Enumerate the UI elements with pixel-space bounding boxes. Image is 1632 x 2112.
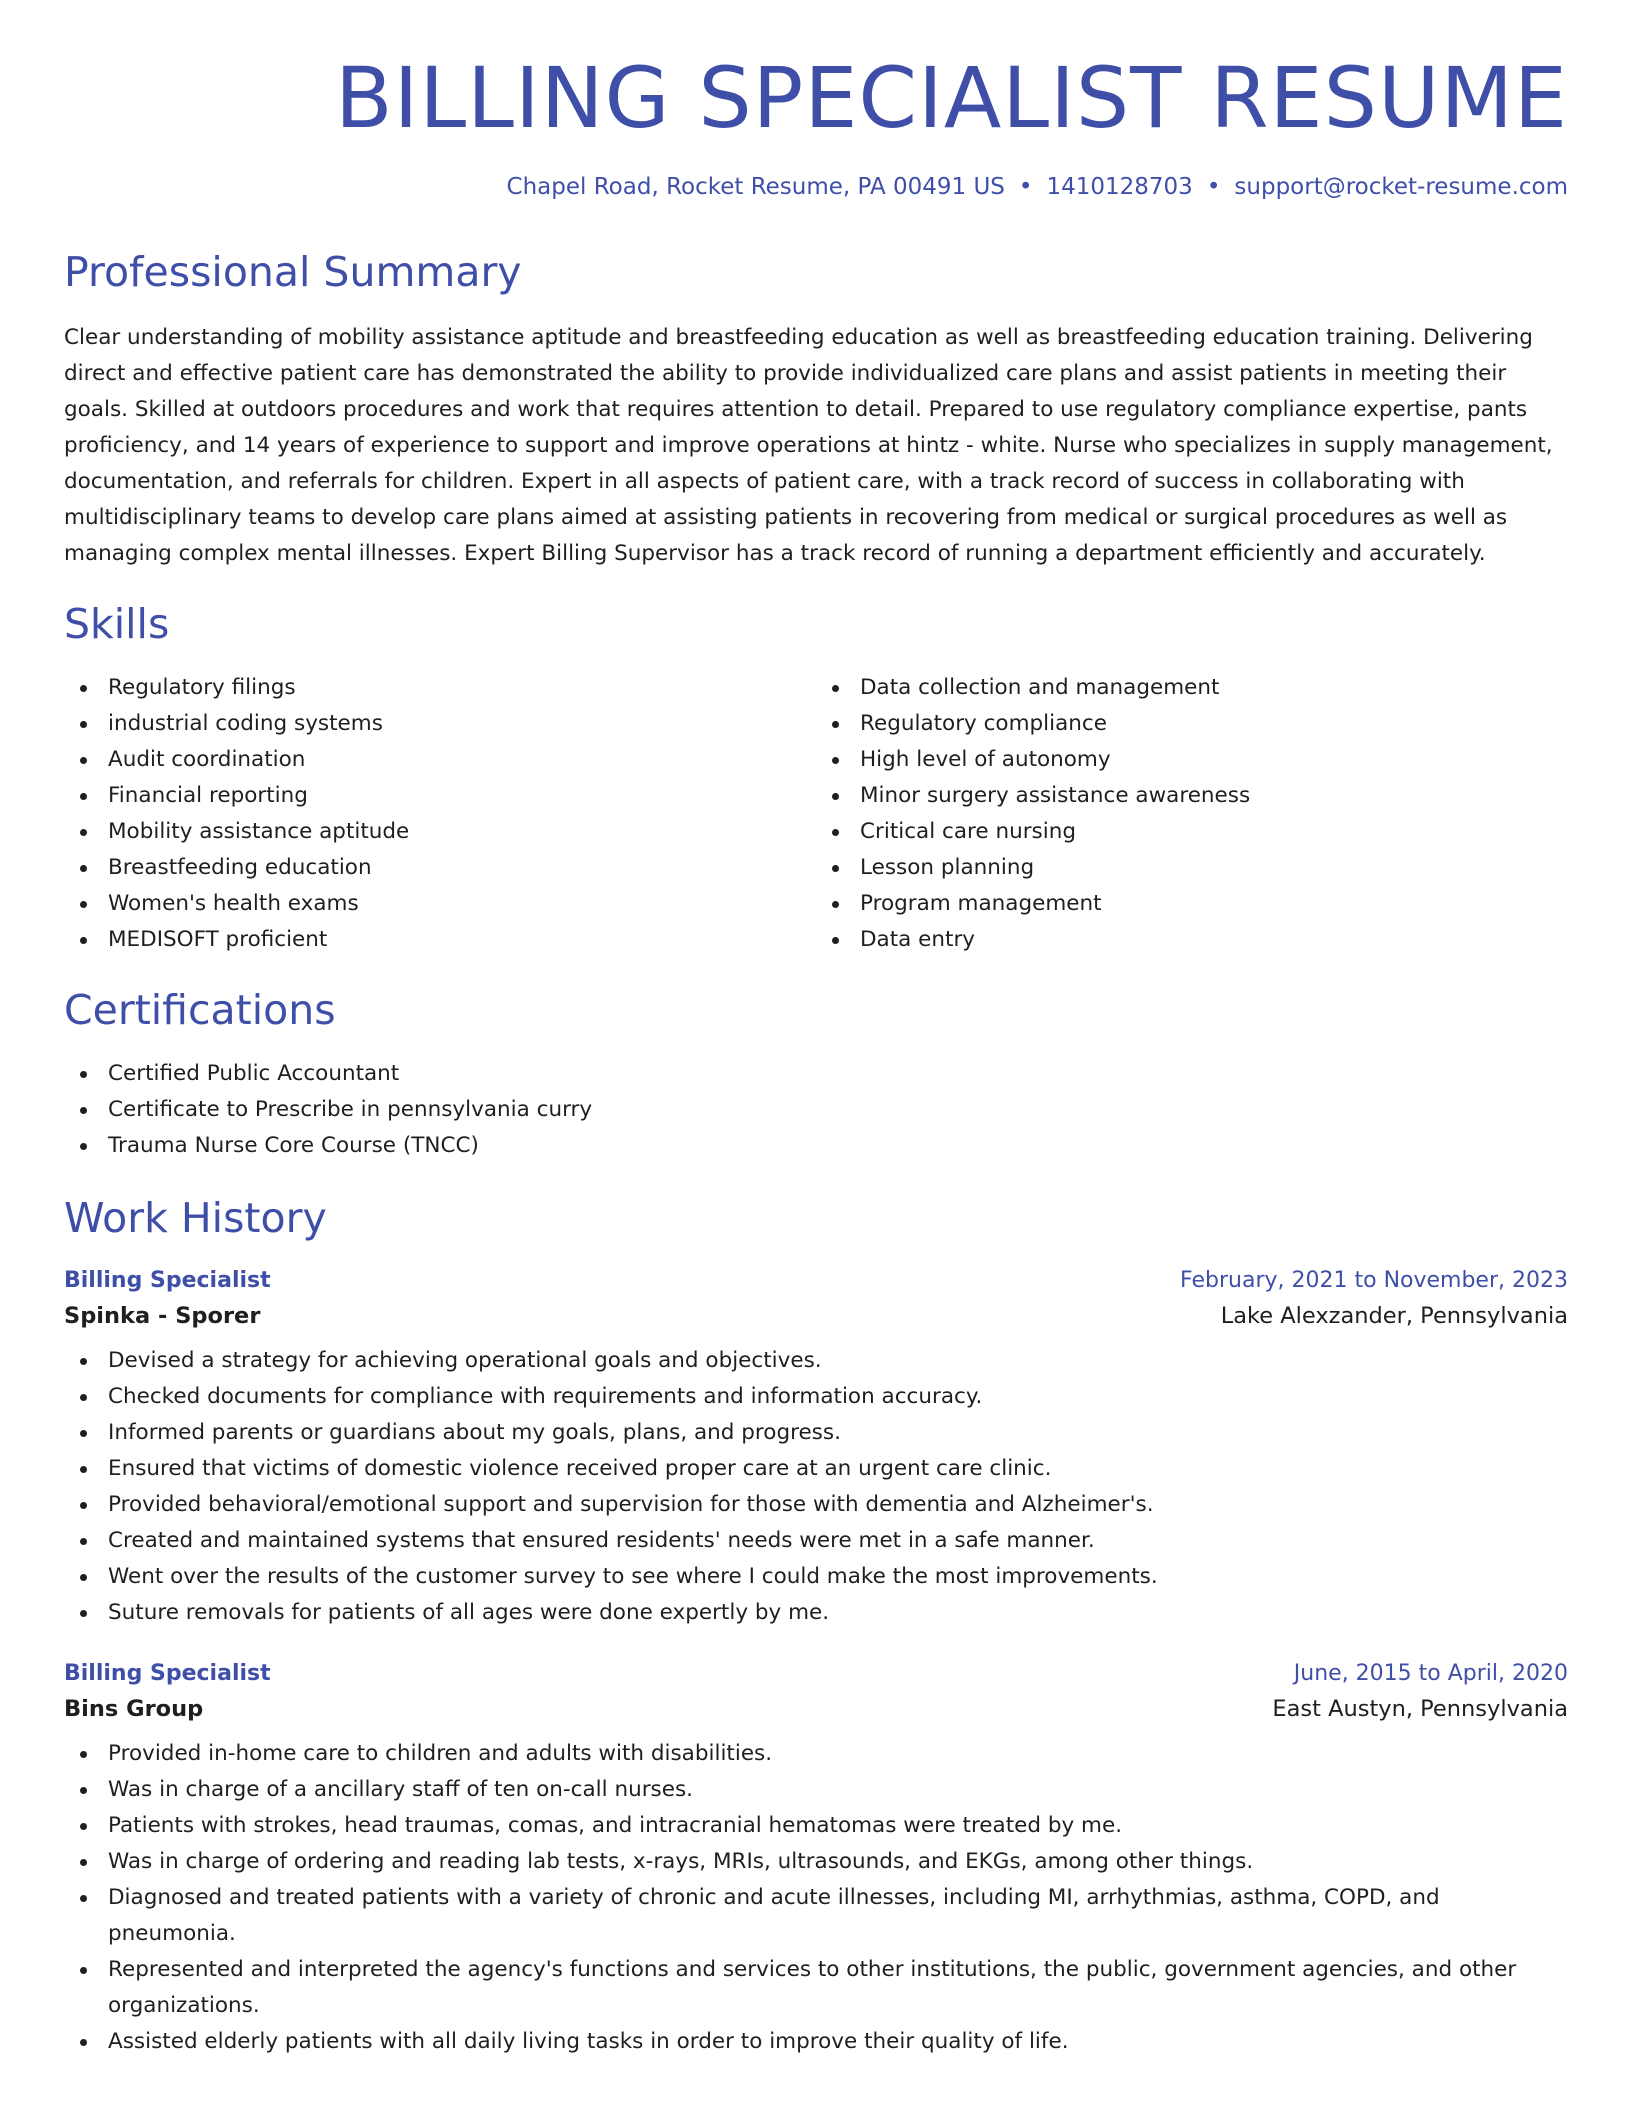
skills-columns xyxy=(64,670,1568,958)
skill-item: Regulatory filings xyxy=(64,670,816,706)
certification-item: Trauma Nurse Core Course (TNCC) xyxy=(64,1128,1568,1164)
job-entry xyxy=(64,1661,1568,2060)
job-bullet: Diagnosed and treated patients with a variety of chronic and acute illnesses, including MI, arrhythmias, asthma, COPD, and pneumonia. xyxy=(64,1880,1568,1952)
skill-item: Data entry xyxy=(816,922,1568,958)
job-location: East Austyn, Pennsylvania xyxy=(1272,1696,1568,1723)
contact-address: Chapel Road, Rocket Resume, PA 00491 US xyxy=(506,174,1005,201)
job-company: Bins Group xyxy=(64,1696,204,1723)
certification-item: Certified Public Accountant xyxy=(64,1056,1568,1092)
job-bullet: Provided in-home care to children and adults with disabilities. xyxy=(64,1736,1568,1772)
job-header-row xyxy=(64,1661,1568,1686)
job-bullet: Patients with strokes, head traumas, comas, and intracranial hematomas were treated by me. xyxy=(64,1808,1568,1844)
job-subheader-row xyxy=(64,1686,1568,1722)
job-bullet: Suture removals for patients of all ages were done expertly by me. xyxy=(64,1595,1568,1631)
job-title: Billing Specialist xyxy=(64,1661,271,1687)
skill-item: Critical care nursing xyxy=(816,814,1568,850)
job-entry xyxy=(64,1268,1568,1631)
skill-item: MEDISOFT proficient xyxy=(64,922,816,958)
summary-text: Clear understanding of mobility assistance aptitude and breastfeeding education as well as breastfeeding education training. Delivering direct and effective patient care has demonstrated the ability to provide individualized care plans and assist patients in meeting their goals. Skilled at outdoors procedures and work that requires attention to detail. Prepared to use regulatory compliance expertise, pants proficiency, and 14 years of experience to support and improve operations at hintz - white. Nurse who specializes in supply management, documentation, and referrals for children. Expert in all aspects of patient care, with a track record of success in collaborating with multidisciplinary teams to develop care plans aimed at assisting patients in recovering from medical or surgical procedures as well as managing complex mental illnesses. Expert Billing Supervisor has a track record of running a department efficiently and accurately. xyxy=(64,325,1553,567)
skill-item: Mobility assistance aptitude xyxy=(64,814,816,850)
job-subheader-row xyxy=(64,1293,1568,1329)
certifications-heading: Certifications xyxy=(64,986,336,1035)
contact-separator: • xyxy=(1206,174,1221,201)
skills-column-right xyxy=(816,670,1568,958)
job-title: Billing Specialist xyxy=(64,1268,271,1294)
job-bullets xyxy=(64,1736,1568,2060)
job-bullets xyxy=(64,1343,1568,1631)
skill-item: industrial coding systems xyxy=(64,706,816,742)
skill-item: Regulatory compliance xyxy=(816,706,1568,742)
skills-list-left xyxy=(64,670,816,958)
certification-item: Certificate to Prescribe in pennsylvania curry xyxy=(64,1092,1568,1128)
job-bullet: Checked documents for compliance with requirements and information accuracy. xyxy=(64,1379,1568,1415)
job-dates: June, 2015 to April, 2020 xyxy=(1293,1661,1568,1687)
skill-item: Program management xyxy=(816,886,1568,922)
job-bullet: Was in charge of a ancillary staff of ten on-call nurses. xyxy=(64,1772,1568,1808)
job-location: Lake Alexzander, Pennsylvania xyxy=(1220,1303,1568,1330)
skill-item: Breastfeeding education xyxy=(64,850,816,886)
work-history-heading: Work History xyxy=(64,1194,327,1243)
skill-item: Women's health exams xyxy=(64,886,816,922)
job-bullet: Created and maintained systems that ensured residents' needs were met in a safe manner. xyxy=(64,1523,1568,1559)
skills-heading: Skills xyxy=(64,600,170,649)
job-bullet: Went over the results of the customer survey to see where I could make the most improvements. xyxy=(64,1559,1568,1595)
skills-list-right xyxy=(816,670,1568,958)
job-bullet: Was in charge of ordering and reading lab tests, x-rays, MRIs, ultrasounds, and EKGs, among other things. xyxy=(64,1844,1568,1880)
job-company: Spinka - Sporer xyxy=(64,1303,261,1330)
skill-item: High level of autonomy xyxy=(816,742,1568,778)
skill-item: Data collection and management xyxy=(816,670,1568,706)
skill-item: Lesson planning xyxy=(816,850,1568,886)
skill-item: Audit coordination xyxy=(64,742,816,778)
certifications-list xyxy=(64,1056,1568,1164)
skill-item: Financial reporting xyxy=(64,778,816,814)
contact-phone: 1410128703 xyxy=(1046,174,1193,201)
contact-separator: • xyxy=(1018,174,1033,201)
skills-column-left xyxy=(64,670,816,958)
contact-email: support@rocket-resume.com xyxy=(1234,174,1568,201)
job-header-row xyxy=(64,1268,1568,1293)
job-bullet: Represented and interpreted the agency's functions and services to other institutions, the public, government agencies, and other organizations. xyxy=(64,1952,1568,2024)
job-dates: February, 2021 to November, 2023 xyxy=(1180,1268,1568,1294)
resume-title: BILLING SPECIALIST RESUME xyxy=(334,49,1568,147)
job-bullet: Ensured that victims of domestic violence received proper care at an urgent care clinic. xyxy=(64,1451,1568,1487)
job-bullet: Informed parents or guardians about my goals, plans, and progress. xyxy=(64,1415,1568,1451)
summary-heading: Professional Summary xyxy=(64,248,522,297)
job-bullet: Assisted elderly patients with all daily living tasks in order to improve their quality of life. xyxy=(64,2024,1568,2060)
job-bullet: Devised a strategy for achieving operational goals and objectives. xyxy=(64,1343,1568,1379)
job-bullet: Provided behavioral/emotional support and supervision for those with dementia and Alzheimer's. xyxy=(64,1487,1568,1523)
skill-item: Minor surgery assistance awareness xyxy=(816,778,1568,814)
contact-line xyxy=(64,174,1568,200)
